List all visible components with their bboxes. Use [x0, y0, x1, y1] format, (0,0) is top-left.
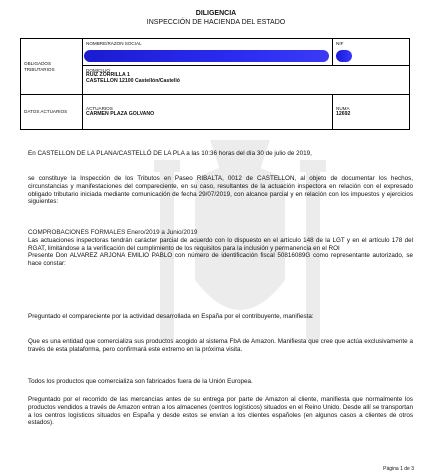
page-number: Página 1 de 3 [383, 466, 414, 472]
paragraph-question-activity: Preguntado el compareciente por la actividad desarrollada en España por el contribuyente, manifiesta: [28, 313, 314, 320]
taxpayer-table [20, 38, 410, 130]
razon-social-label: NOMBRE/RAZON SOCIAL [86, 41, 142, 46]
actuarios-label: ACTUARIOS [86, 106, 113, 112]
paragraph-date-place: En CASTELLON DE LA PLANA/CASTELLÓ DE LA PLA a las 10:36 horas del día 30 de julio de 2019, [28, 150, 312, 157]
redacted-name [84, 50, 329, 62]
numa-cell [333, 95, 410, 130]
paragraph-scope: Las actuaciones inspectoras tendrán carácter parcial de acuerdo con lo dispuesto en el artículo 148 de la LGT y en el artículo 178 del RGAT, limitándose a la verificación del cumplimiento de los requisitos para la inclusión y permanencia en el ROI [28, 236, 413, 252]
domicilio-label: DOMICILIO [86, 68, 110, 73]
domicilio-line2: CASTELLON 12100 Castellón/Castelló [86, 78, 180, 85]
nif-cell [333, 39, 410, 66]
actuarios-value: CARMEN PLAZA GOLVANO [86, 110, 155, 117]
numa-label: NUMA [336, 106, 350, 112]
redacted-nif [336, 50, 352, 62]
document-title: DILIGENCIA [195, 10, 237, 17]
comprobaciones-line: COMPROBACIONES FORMALES Enero/2019 a Junio/2019 [28, 229, 198, 236]
document-subtitle: INSPECCIÓN DE HACIENDA DEL ESTADO [146, 19, 286, 26]
paragraph-constitution: se constituye la Inspección de los Tributos en Paseo RIBALTA, 0012 de CASTELLON, al objeto de documentar los hechos, circunstancias y manifestaciones del compareciente, en su caso, resultantes de la actuación inspectora en relación con el expresado obligado tributario iniciada mediante comunicación de fecha 29/07/2019, con alcance parcial y en relación con los impuestos y ejercicios siguientes: [28, 175, 413, 206]
nif-label: NIF [336, 41, 344, 46]
domicilio-cell [83, 66, 410, 95]
datos-label: DATOS ACTUARIOS [21, 95, 83, 130]
paragraph-representative: Presente Don ALVAREZ ARJONA EMILIO PABLO con número de identificación fiscal 50816089G como representante autorizado, se hace constar: [28, 252, 413, 268]
obligados-label: OBLIGADOS TRIBUTARIOS [21, 39, 83, 95]
paragraph-amazon-fba: Que es una entidad que comercializa sus productos acogido al sistema FbA de Amazon. Manifiesta que cree que actúa exclusivamente a través de esta plataforma, pero confirmará este extremo en la próxima visita. [28, 338, 413, 353]
domicilio-line1: RUIZ ZORRILLA 1 [86, 72, 130, 79]
paragraph-logistics: Preguntado por el recorrido de las mercancías antes de su entrega por parte de Amazon al cliente, manifiesta que normalmente los productos vendidos a través de Amazon entran a los almacenes (centros logísticos) situados en el Reino Unido. Desde allí se transportan a los centros logísticos situados en España y desde estos se envían a los clientes españoles (en algunos casos a clientes de otros estados). [28, 396, 413, 427]
scope-block [28, 229, 413, 268]
razon-social-cell [83, 39, 333, 66]
actuarios-cell [83, 95, 333, 130]
numa-value: 12692 [336, 110, 351, 117]
paragraph-products-origin: Todos los productos que comercializa son fabricados fuera de la Unión Europea. [28, 378, 253, 385]
